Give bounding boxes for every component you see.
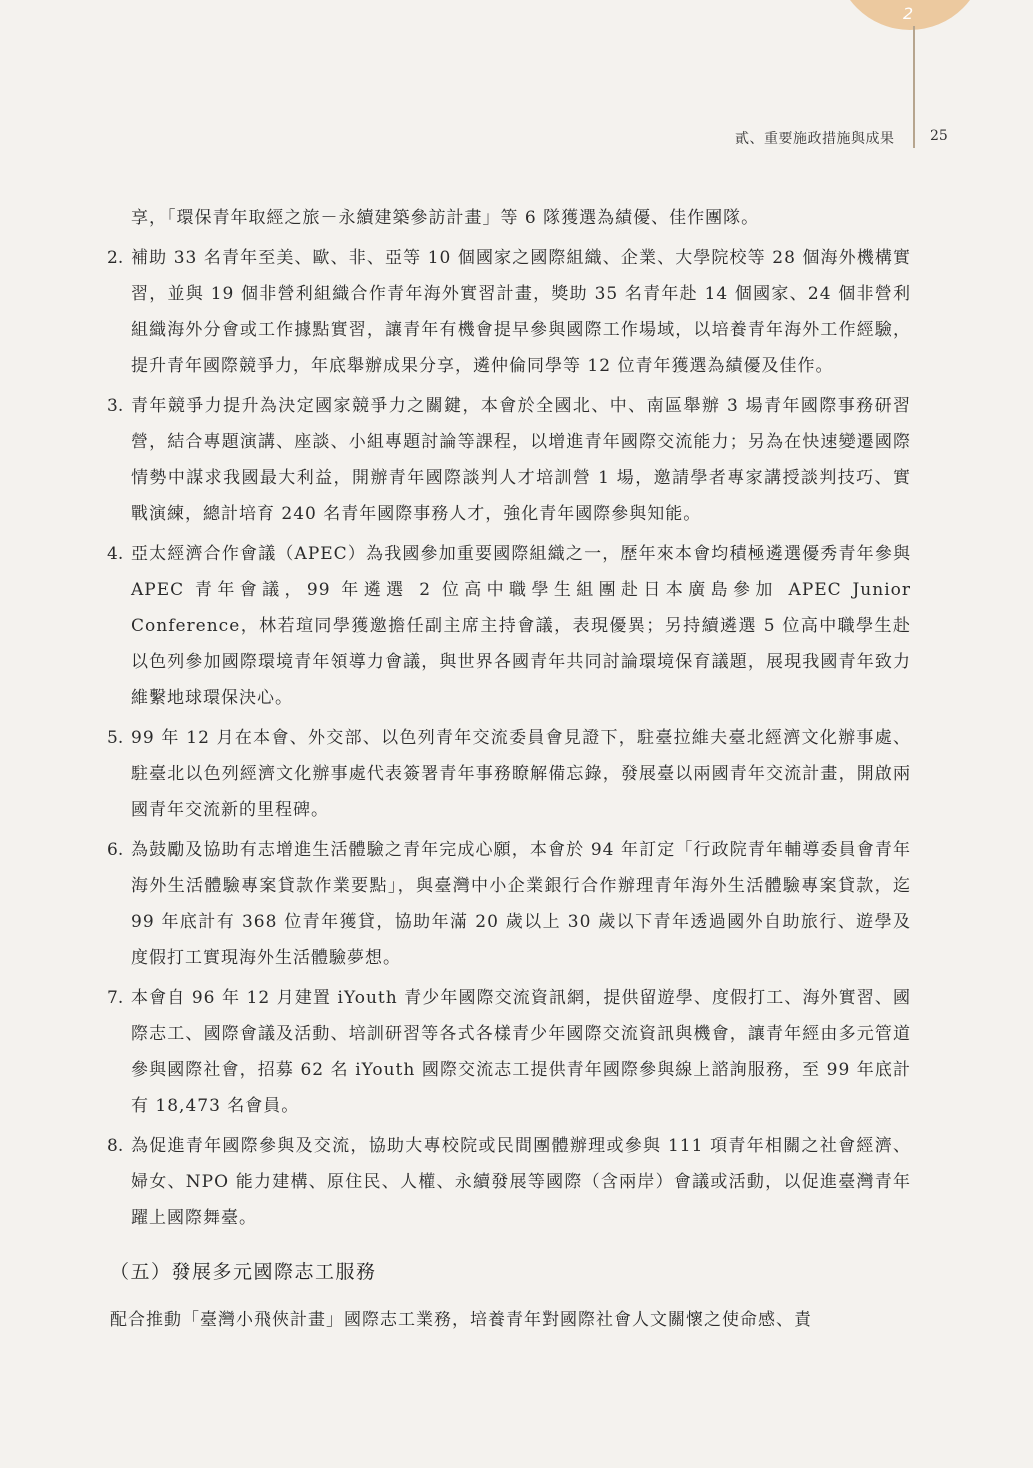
section-heading: （五）發展多元國際志工服務: [110, 1261, 377, 1283]
list-item: [107, 980, 911, 1124]
list-item-number: 7.: [107, 988, 124, 1008]
list-item-text: 99 年 12 月在本會、外交部、以色列青年交流委員會見證下，駐臺拉維夫臺北經濟文化辦事處、駐臺北以色列經濟文化辦事處代表簽署青年事務瞭解備忘錄，發展臺以兩國青年交流計畫，開啟兩國青年交流新的里程碑。: [131, 728, 911, 820]
list-item-number: 6.: [107, 840, 124, 860]
list-item-number: 2.: [107, 248, 124, 268]
list-item-text: 亞太經濟合作會議（APEC）為我國參加重要國際組織之一，歷年來本會均積極遴選優秀青年參與 APEC 青年會議，99 年遴選 2 位高中職學生組團赴日本廣島參加 APEC Junior Conference，林若瑄同學獲邀擔任副主席主持會議，表現優異；另持續遴選 5 位高中職學生赴以色列參加國際環境青年領導力會議，與世界各國青年共同討論環境保育議題，展現我國青年致力維繫地球環保決心。: [131, 544, 911, 708]
list-item: [107, 832, 911, 976]
list-item: [107, 240, 911, 384]
list-item: [107, 1128, 911, 1236]
chapter-number: 2: [903, 4, 914, 23]
running-head: 貳、重要施政措施與成果: [735, 131, 895, 147]
list-item-number: 3.: [107, 396, 124, 416]
body-text: [0, 200, 1033, 1355]
list-item-number: 4.: [107, 544, 124, 564]
lead-paragraph: 享，「環保青年取經之旅－永續建築參訪計畫」等 6 隊獲選為績優、佳作團隊。: [131, 208, 760, 228]
final-paragraph: 配合推動「臺灣小飛俠計畫」國際志工業務，培養青年對國際社會人文關懷之使命感、責: [110, 1310, 812, 1330]
list-item-text: 補助 33 名青年至美、歐、非、亞等 10 個國家之國際組織、企業、大學院校等 28 個海外機構實習，並與 19 個非營利組織合作青年海外實習計畫，獎助 35 名青年赴 14 個國家、24 個非營利組織海外分會或工作據點實習，讓青年有機會提早參與國際工作場域，以培養青年海外工作經驗，提升青年國際競爭力，年底舉辦成果分享，遴仲倫同學等 12 位青年獲選為績優及佳作。: [131, 248, 911, 376]
list-item-text: 為促進青年國際參與及交流，協助大專校院或民間團體辦理或參與 111 項青年相關之社會經濟、婦女、NPO 能力建構、原住民、人權、永續發展等國際（含兩岸）會議或活動，以促進臺灣青年躍上國際舞臺。: [131, 1136, 911, 1228]
list-item-number: 8.: [107, 1136, 124, 1156]
list-item: [107, 720, 911, 828]
list-item: [107, 388, 911, 532]
list-item-text: 為鼓勵及協助有志增進生活體驗之青年完成心願，本會於 94 年訂定「行政院青年輔導委員會青年海外生活體驗專案貸款作業要點」，與臺灣中小企業銀行合作辦理青年海外生活體驗專案貸款，迄 99 年底計有 368 位青年獲貸，協助年滿 20 歲以上 30 歲以下青年透過國外自助旅行、遊學及度假打工實現海外生活體驗夢想。: [131, 840, 911, 968]
list-item-text: 本會自 96 年 12 月建置 iYouth 青少年國際交流資訊網，提供留遊學、度假打工、海外實習、國際志工、國際會議及活動、培訓研習等各式各樣青少年國際交流資訊與機會，讓青年經由多元管道參與國際社會，招募 62 名 iYouth 國際交流志工提供青年國際參與線上諮詢服務，至 99 年底計有 18,473 名會員。: [131, 988, 911, 1116]
header-divider: [913, 26, 915, 148]
list-item-text: 青年競爭力提升為決定國家競爭力之關鍵，本會於全國北、中、南區舉辦 3 場青年國際事務研習營，結合專題演講、座談、小組專題討論等課程，以增進青年國際交流能力；另為在快速變遷國際情勢中謀求我國最大利益，開辦青年國際談判人才培訓營 1 場，邀請學者專家講授談判技巧、實戰演練，總計培育 240 名青年國際事務人才，強化青年國際參與知能。: [131, 396, 911, 524]
list-item-number: 5.: [107, 728, 124, 748]
list-item: [107, 536, 911, 716]
page-number: 25: [930, 128, 948, 144]
